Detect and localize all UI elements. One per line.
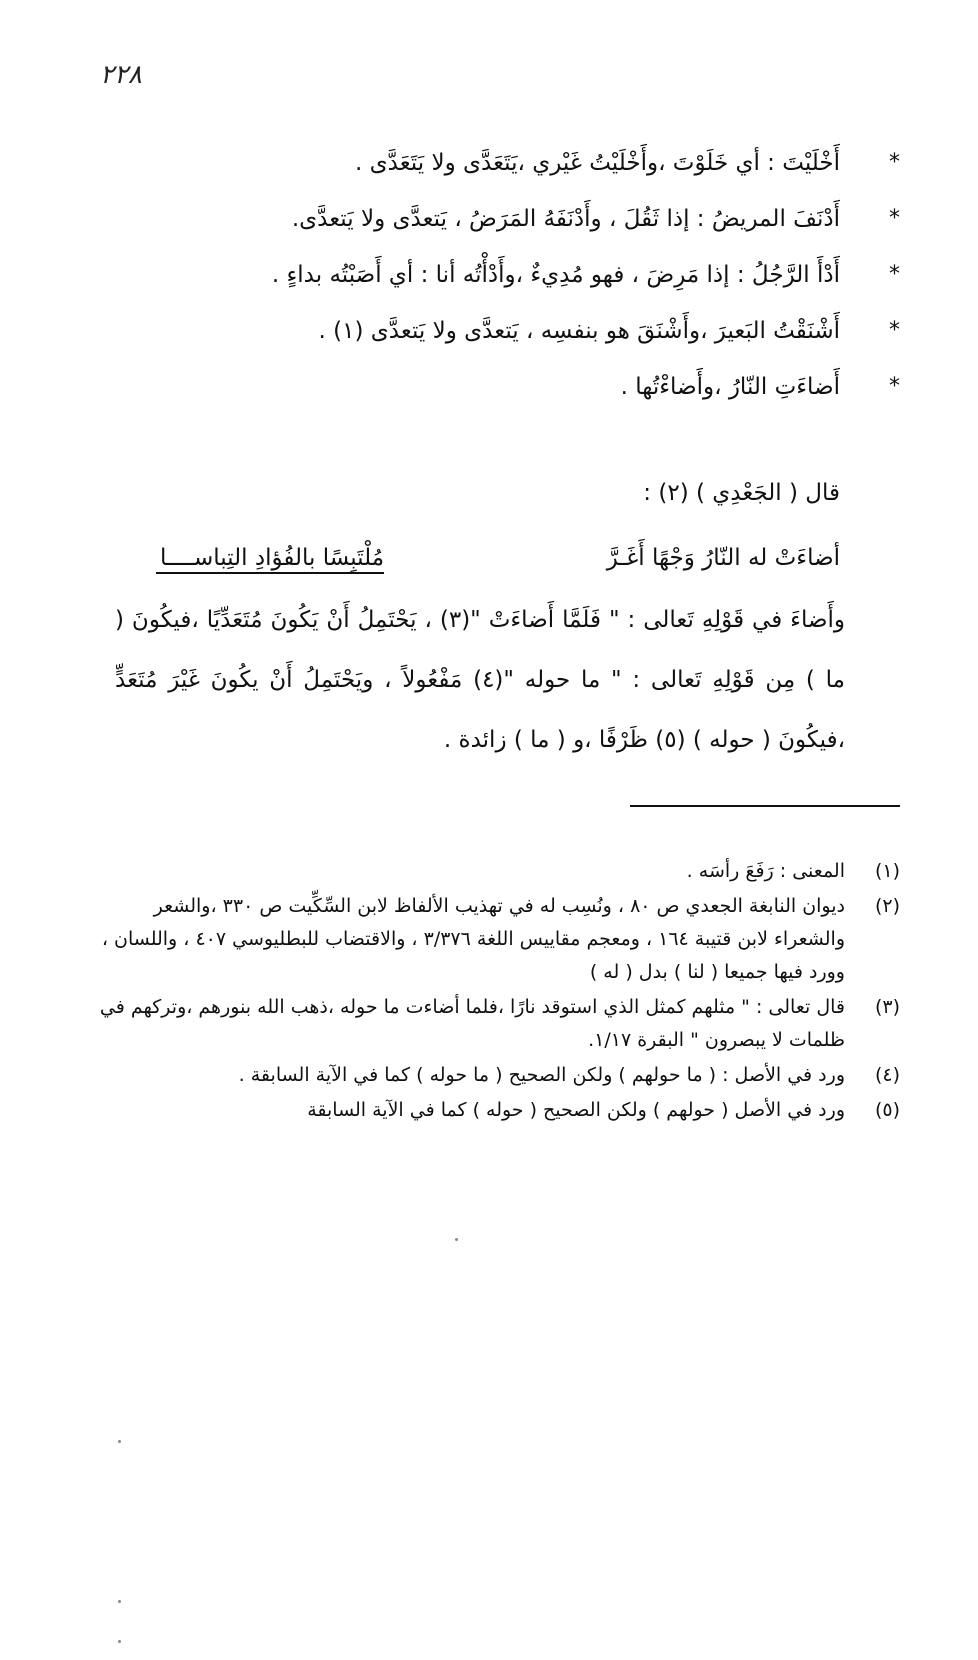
- footnote-number: (٤): [874, 1064, 900, 1086]
- footnote-text: المعنى : رَفَعَ رأسَه .: [686, 860, 845, 882]
- entry: [120, 191, 900, 247]
- footnote-number: (٣): [874, 996, 900, 1018]
- footnote: [80, 855, 900, 888]
- entries-list: [120, 135, 900, 415]
- entry-marker: *: [889, 318, 900, 343]
- commentary-paragraph: وأَضاءَ في قَوْلِهِ تَعالى : " فَلَمَّا أَضاءَتْ "(٣) ، يَحْتَمِلُ أَنْ يَكُونَ مُتَعَدِّيًا ،فيكُونَ ( ما ) مِن قَوْلِهِ تَعالى : " ما حوله "(٤) مَفْعُولاً ، ويَحْتَمِلُ أَنْ يكُونَ غَيْرَ مُتَعَدٍّ ،فيكُونَ ( حوله ) (٥) ظَرْفًا ،و ( ما ) زائدة .: [115, 607, 846, 753]
- entry: [120, 359, 900, 415]
- footnote-number: (٢): [874, 895, 900, 917]
- entry-text: أَضاءَتِ النّارُ ،وأَضاءْتُها .: [620, 374, 840, 400]
- verse-first-hemistich: أضاءَتْ له النّارُ وَجْهًا أَغَـرَّ: [606, 545, 840, 571]
- footnote-number: (٥): [874, 1099, 900, 1121]
- entry-marker: *: [889, 206, 900, 231]
- entry: [120, 247, 900, 303]
- scan-speck: [118, 1440, 121, 1443]
- scan-speck: [118, 1600, 121, 1603]
- footnote: [80, 1059, 900, 1092]
- poetry-verse: [160, 530, 840, 586]
- entry-text: أَدْنَفَ المريضُ : إذا ثَقُلَ ، وأَدْنَفَهُ المَرَضُ ، يَتعدَّى ولا يَتعدَّى.: [291, 206, 840, 232]
- verse-second-hemistich: مُلْتَبِسًا بالفُؤادِ التِباســــا: [160, 530, 384, 586]
- page-number: ٢٢٨: [100, 60, 142, 90]
- entry-marker: *: [889, 374, 900, 399]
- footnote: [80, 890, 900, 989]
- entry-marker: *: [889, 150, 900, 175]
- footnote-text: ورد في الأصل : ( ما حولهم ) ولكن الصحيح ( ما حوله ) كما في الآية السابقة .: [238, 1064, 845, 1086]
- footnotes-list: [80, 855, 900, 1129]
- entry-text: أَخْلَيْتَ : أي خَلَوْتَ ،وأَخْلَيْتُ غَيْري ،يَتَعَدَّى ولا يَتَعَدَّى .: [355, 150, 840, 176]
- entry-text: أَدْأَ الرَّجُلُ : إذا مَرِضَ ، فهو مُدِيءٌ ،وأَدْأْتُه أنا : أي أَصَبْتُه بداءٍ .: [271, 262, 840, 288]
- footnote-text: ديوان النابغة الجعدي ص ٨٠ ، ونُسِب له في تهذيب الألفاظ لابن السِّكِّيت ص ٣٣٠ ،والشعر والشعراء لابن قتيبة ١٦٤ ، ومعجم مقاييس اللغة ٣/٣٧٦ ، والاقتضاب للبطليوسي ٤٠٧ ، واللسان ، وورد فيها جميعا ( لنا ) بدل ( له ): [101, 895, 845, 983]
- scan-speck: [118, 1640, 121, 1643]
- poet-attribution: قال ( الجَعْدِي ) (٢) :: [643, 480, 840, 506]
- footnote-text: ورد في الأصل ( حولهم ) ولكن الصحيح ( حوله ) كما في الآية السابقة: [307, 1099, 845, 1121]
- entry: [120, 303, 900, 359]
- entry: [120, 135, 900, 191]
- footnote: [80, 1094, 900, 1127]
- footnote-number: (١): [874, 860, 900, 882]
- footnote-divider: [630, 805, 900, 807]
- entry-text: أَشْنَقْتُ البَعيرَ ،وأَشْنَقَ هو بنفسِه ، يَتعدَّى ولا يَتعدَّى (١) .: [318, 318, 840, 344]
- entry-marker: *: [889, 262, 900, 287]
- footnote: [80, 991, 900, 1057]
- scan-speck: [455, 1238, 458, 1241]
- footnote-text: قال تعالى : " مثلهم كمثل الذي استوقد نارًا ،فلما أضاءت ما حوله ،ذهب الله بنورهم ،وتركهم في ظلمات لا يبصرون " البقرة ١/١٧.: [99, 996, 845, 1051]
